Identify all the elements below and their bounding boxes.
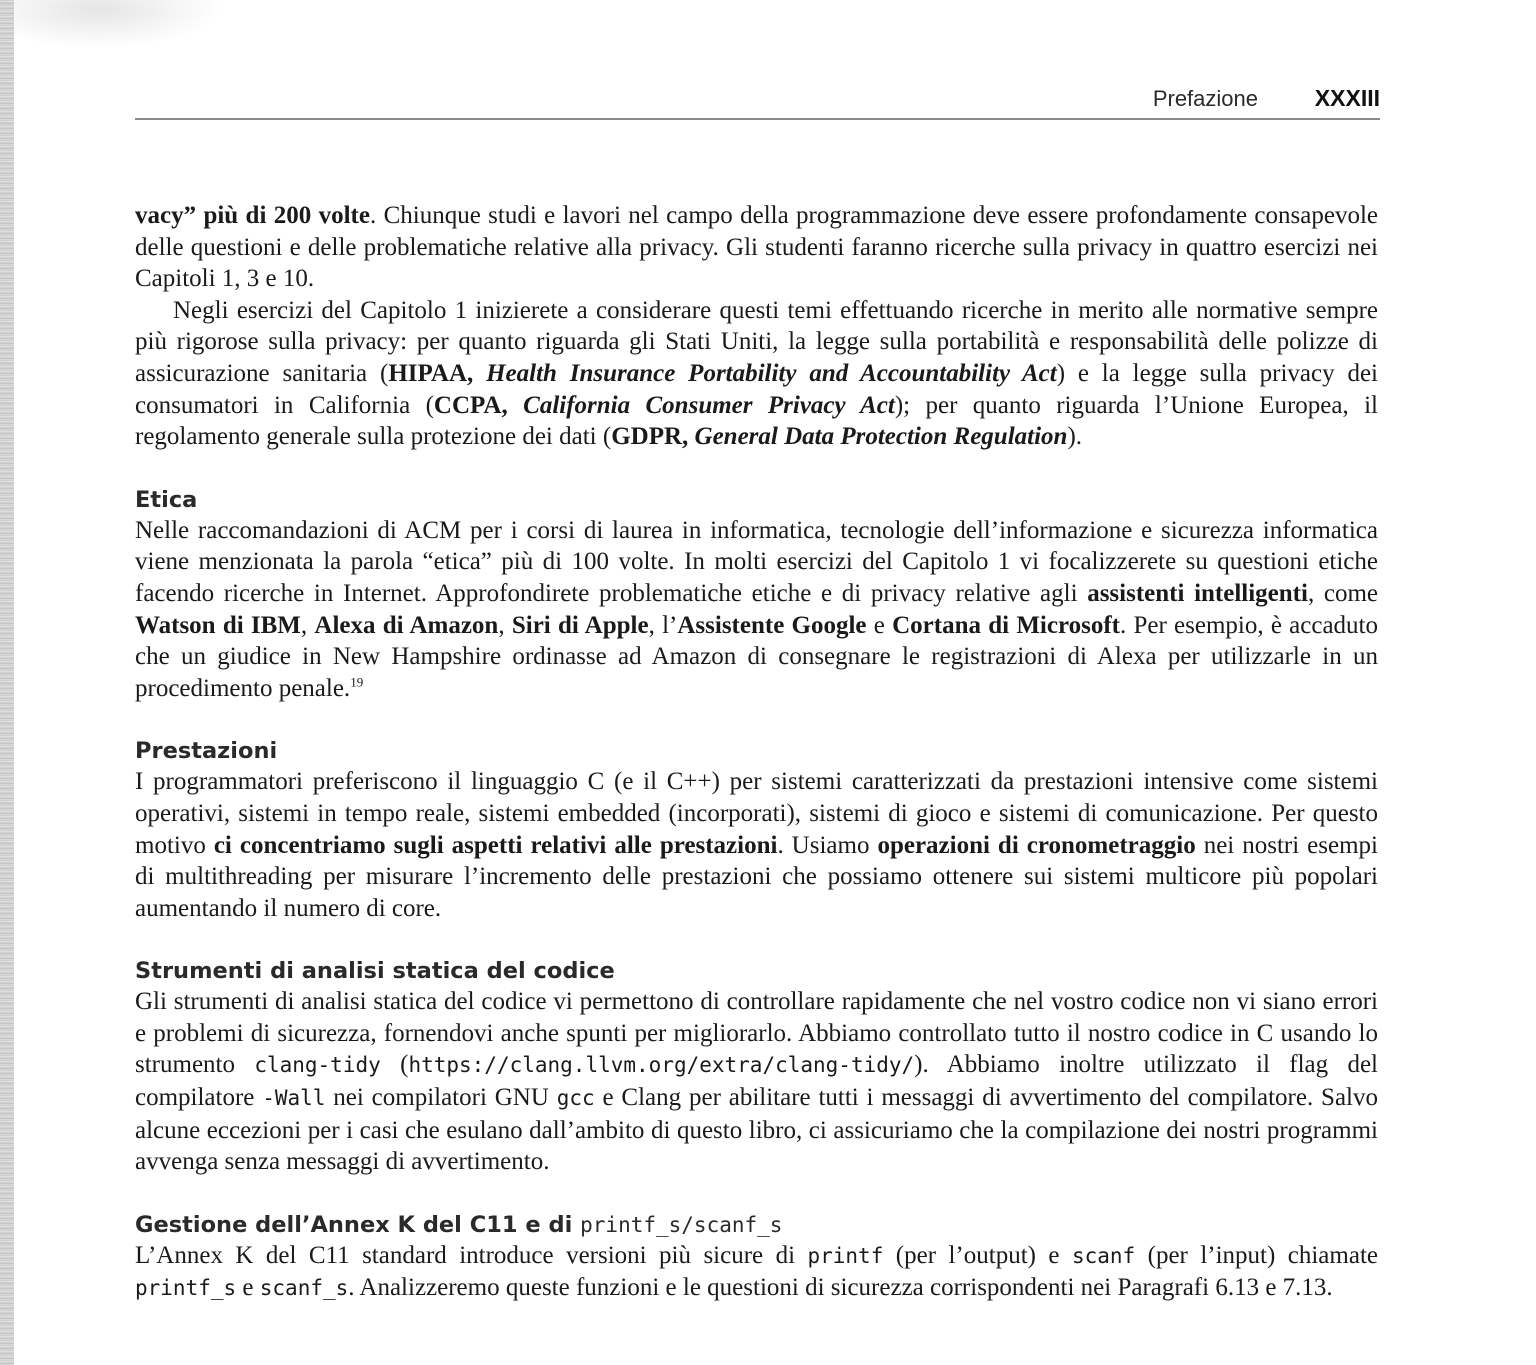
- text-span: ,: [498, 611, 512, 639]
- text-span: . Analizzeremo queste funzioni e le questioni di sicurezza corrispondenti nei Paragrafi 6.13 e 7.13.: [348, 1274, 1333, 1302]
- text-span: e: [866, 611, 893, 639]
- bold-span: Cortana di Microsoft: [892, 611, 1120, 639]
- bold-span: ci concentriamo sugli aspetti relativi alle prestazioni: [213, 831, 778, 859]
- heading-etica: Etica: [135, 486, 198, 513]
- paragraph-prestazioni: [135, 766, 1378, 924]
- text-span: Negli esercizi del Capitolo 1 inizierete a considerare questi temi effettuando ricerche in merito alle normative sempre più rigorose sulla privacy: per quanto riguarda gli Stati Uniti, la legge sulla portabilità e responsabilità delle polizze di assicurazione sanitaria (: [135, 296, 1378, 387]
- page-body: [135, 200, 1378, 1305]
- heading-annex-k: [135, 1210, 1378, 1240]
- bold-span: CCPA,: [433, 391, 508, 419]
- text-span: (per l’input) chiamate: [1135, 1241, 1378, 1269]
- footnote-marker[interactable]: 19: [350, 674, 364, 690]
- text-span: Gli strumenti di analisi statica del codice vi permettono di controllare rapidamente che nel vostro codice non vi siano errori e problemi di sicurezza, fornendovi anche spunti per migliorarlo. Abbiamo controllato tutto il nostro codice in C usando lo strumento: [135, 988, 1378, 1079]
- text-span: ) e la legge sulla privacy dei consumatori in California (: [135, 359, 1378, 419]
- text-span: (: [380, 1051, 409, 1079]
- code-span: gcc: [556, 1086, 595, 1111]
- text-span: ,: [300, 611, 315, 639]
- running-head: [135, 84, 1380, 120]
- text-span: nei compilatori GNU: [325, 1084, 557, 1112]
- code-span: -Wall: [262, 1086, 326, 1111]
- text-span: ).: [1067, 423, 1083, 451]
- heading-text: Gestione dell’Annex K del C11 e di: [135, 1211, 581, 1238]
- text-span: ). Abbiamo inoltre utilizzato il flag del compilatore: [135, 1051, 1378, 1112]
- code-span: scanf_s: [259, 1276, 349, 1301]
- bold-span: HIPAA,: [388, 359, 474, 387]
- code-span: scanf: [1071, 1243, 1136, 1268]
- bold-span: Watson di IBM: [135, 611, 301, 639]
- bold-italic-span: Health Insurance Portability and Accountability Act: [486, 359, 1057, 387]
- paragraph-strumenti: [135, 986, 1378, 1178]
- running-head-section: Prefazione: [1152, 86, 1258, 111]
- text-span: e: [236, 1274, 260, 1302]
- text-span: Nelle raccomandazioni di ACM per i corsi di laurea in informatica, tecnologie dell’informazione e sicurezza informatica viene menzionata la parola “etica” più di 100 volte. In molti esercizi del Capitolo 1 vi focalizzerete su questioni etiche facendo ricerche in Internet. Approfondirete problematiche etiche e di privacy relative agli: [135, 516, 1378, 607]
- bold-span: operazioni di cronometraggio: [877, 831, 1196, 859]
- code-span: printf_s: [135, 1276, 237, 1301]
- text-span: nei nostri esempi di multithreading per misurare l’incremento delle prestazioni che possiamo ottenere sui sistemi multicore più popolari aumentando il numero di core.: [135, 831, 1378, 922]
- text-span: , l’: [648, 611, 678, 639]
- code-span: clang-tidy: [254, 1053, 381, 1078]
- bold-italic-span: California Consumer Privacy Act: [523, 391, 895, 419]
- paragraph-etica: [135, 515, 1378, 705]
- bold-span: Assistente Google: [677, 611, 867, 639]
- url-code-span: https://clang.llvm.org/extra/clang-tidy/: [408, 1053, 915, 1078]
- paragraph-annex-k: [135, 1240, 1378, 1305]
- heading-prestazioni: Prestazioni: [135, 738, 278, 765]
- text-span: e Clang per abilitare tutti i messaggi di avvertimento del compilatore. Salvo alcune eccezioni per i casi che esulano dall’ambito di questo libro, ci assicuriamo che la compilazione dei nostri programmi avvenga senza messaggi di avvertimento.: [135, 1084, 1379, 1176]
- text-span: I programmatori preferiscono il linguaggio C (e il C++) per sistemi caratterizzati da prestazioni intensive come sistemi operativi, sistemi in tempo reale, sistemi embedded (incorporati), sistemi di gioco e sistemi di comunicazione. Per questo motivo: [135, 768, 1378, 859]
- heading-strumenti: Strumenti di analisi statica del codice: [135, 958, 615, 985]
- paragraph-privacy-continued: [135, 200, 1378, 295]
- bold-span: GDPR,: [611, 423, 689, 451]
- text-span: , come: [1307, 579, 1378, 607]
- paragraph-privacy-laws: [135, 295, 1378, 453]
- bold-span: assistenti intelligenti: [1087, 579, 1308, 607]
- text-span: (per l’output) e: [883, 1241, 1072, 1269]
- text-span: ); per quanto riguarda l’Unione Europea, il regolamento generale sulla protezione dei dati (: [135, 391, 1379, 451]
- bold-span: vacy” più di 200 volte: [135, 202, 370, 229]
- page-number: XXXIII: [1314, 85, 1380, 111]
- text-span: . Per esempio, è accaduto che un giudice in New Hampshire ordinasse ad Amazon di consegnare le registrazioni di Alexa per utilizzarle in un procedimento penale.: [135, 611, 1379, 702]
- text-span: . Usiamo: [777, 831, 878, 859]
- bold-italic-span: General Data Protection Regulation: [694, 423, 1068, 451]
- text-span: L’Annex K del C11 standard introduce versioni più sicure di: [135, 1241, 808, 1269]
- code-span: printf: [807, 1243, 884, 1268]
- bold-span: Siri di Apple: [511, 611, 649, 639]
- heading-code: printf_s/scanf_s: [580, 1212, 783, 1237]
- text-span: . Chiunque studi e lavori nel campo della programmazione deve essere profondamente consapevole delle questioni e delle problematiche relative alla privacy. Gli studenti faranno ricerche sulla privacy in quattro esercizi nei Capitoli 1, 3 e 10.: [135, 202, 1378, 293]
- bold-span: Alexa di Amazon: [314, 611, 499, 639]
